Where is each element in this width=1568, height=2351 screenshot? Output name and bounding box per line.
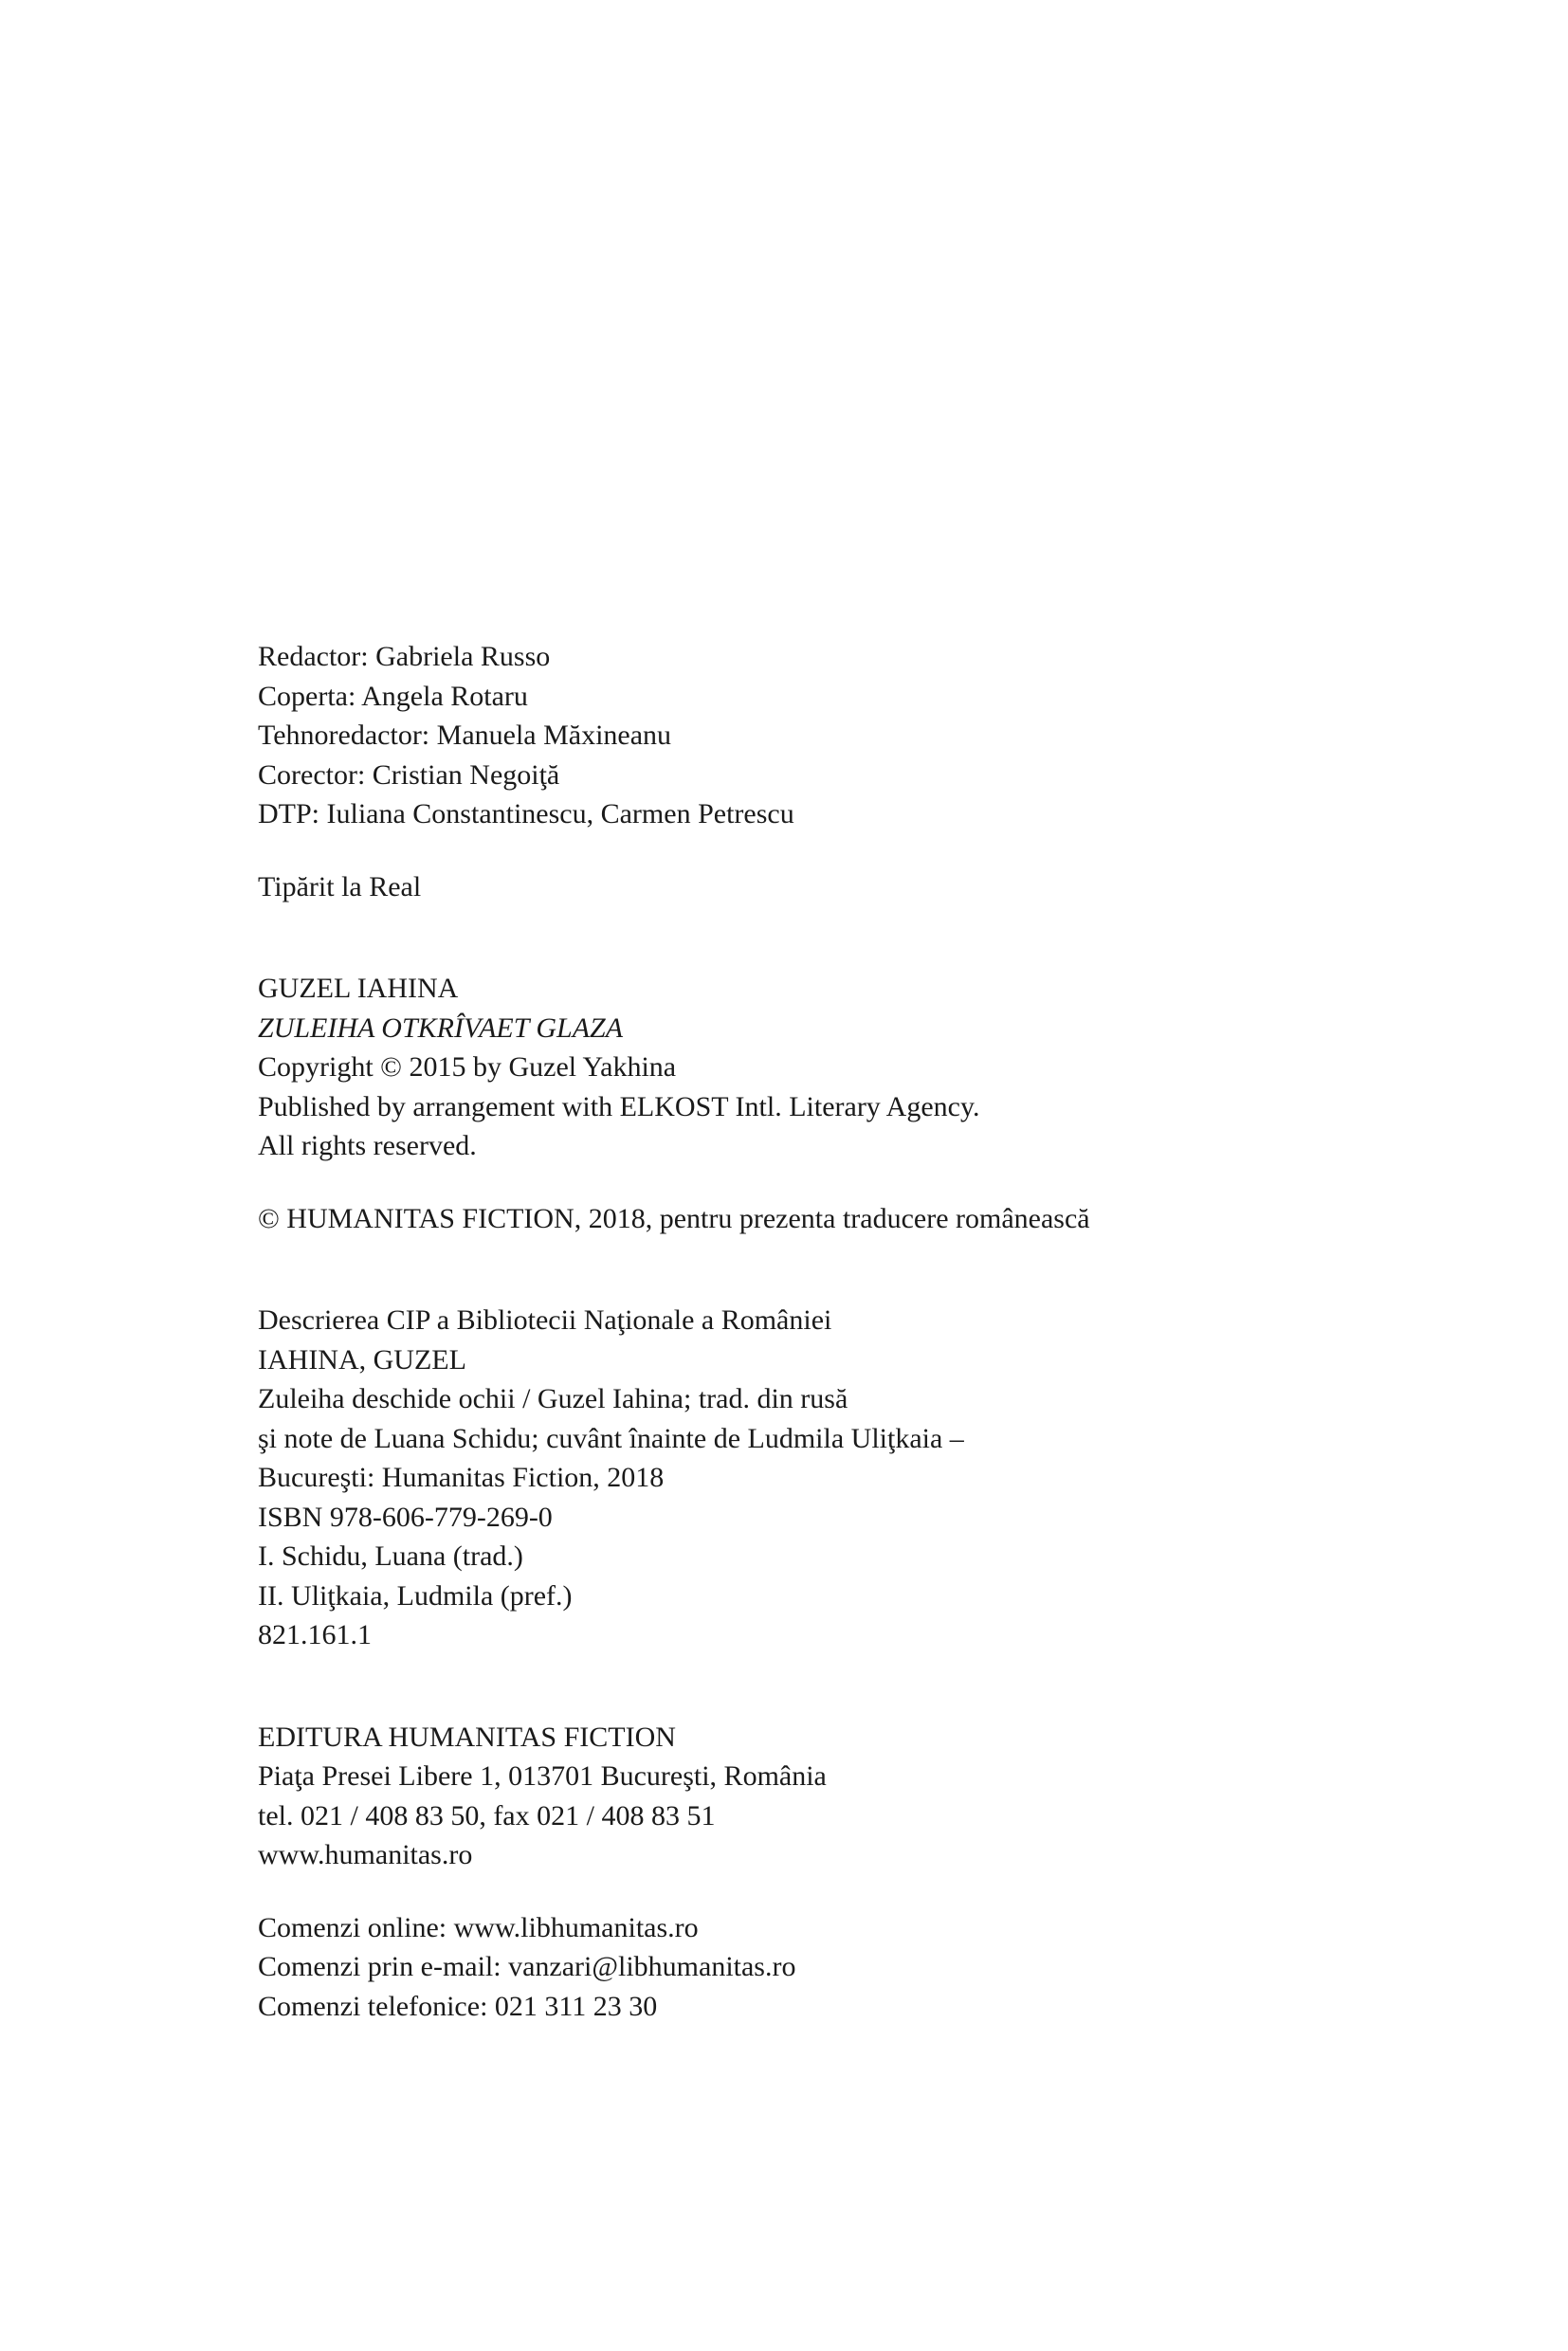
publisher-phone: tel. 021 / 408 83 50, fax 021 / 408 83 51 (258, 1799, 716, 1832)
cip-translator: I. Schidu, Luana (trad.) (258, 1540, 523, 1572)
original-edition-block (258, 969, 1395, 1166)
credit-cover: Coperta: Angela Rotaru (258, 680, 528, 712)
publisher-block (258, 1718, 1395, 1875)
cip-heading: Descrierea CIP a Bibliotecii Naţionale a României (258, 1304, 832, 1336)
orders-block (258, 1908, 1395, 2027)
credit-typesetter: Tehnoredactor: Manuela Măxineanu (258, 720, 672, 751)
cip-preface: II. Uliţkaia, Ludmila (pref.) (258, 1579, 573, 1612)
cip-author: IAHINA, GUZEL (258, 1343, 466, 1376)
spacer (258, 834, 1395, 867)
spacer (258, 906, 1395, 969)
original-title: ZULEIHA OTKRÎVAET GLAZA (258, 1011, 624, 1044)
cip-classification: 821.161.1 (258, 1619, 372, 1650)
translation-copyright: © HUMANITAS FICTION, 2018, pentru prezenta traducere românească (258, 1202, 1090, 1234)
cip-imprint: Bucureşti: Humanitas Fiction, 2018 (258, 1462, 665, 1493)
spacer (258, 1655, 1395, 1718)
publisher-name: EDITURA HUMANITAS FICTION (258, 1721, 676, 1753)
spacer (258, 1875, 1395, 1908)
orders-online: Comenzi online: www.libhumanitas.ro (258, 1911, 699, 1943)
credit-editor: Redactor: Gabriela Russo (258, 641, 551, 672)
cip-isbn: ISBN 978-606-779-269-0 (258, 1501, 553, 1533)
publisher-address: Piaţa Presei Libere 1, 013701 Bucureşti, România (258, 1760, 827, 1792)
printing-block (258, 867, 1395, 907)
credits-block (258, 637, 1395, 834)
printing-line: Tipărit la Real (258, 870, 422, 902)
colophon (258, 637, 1395, 2026)
credit-proofreader: Corector: Cristian Negoiţă (258, 758, 560, 791)
arrangement-line: Published by arrangement with ELKOST Intl. Literary Agency. (258, 1090, 980, 1122)
original-copyright: Copyright © 2015 by Guzel Yakhina (258, 1051, 677, 1083)
translation-copyright-block (258, 1199, 1395, 1239)
original-author: GUZEL IAHINA (258, 973, 459, 1004)
cip-title: Zuleiha deschide ochii / Guzel Iahina; trad. din rusă (258, 1383, 848, 1414)
rights-line: All rights reserved. (258, 1130, 477, 1161)
credit-dtp: DTP: Iuliana Constantinescu, Carmen Petrescu (258, 798, 794, 829)
cip-block (258, 1301, 1395, 1655)
orders-phone: Comenzi telefonice: 021 311 23 30 (258, 1990, 658, 2022)
cip-notes: şi note de Luana Schidu; cuvânt înainte de Ludmila Uliţkaia – (258, 1422, 964, 1454)
spacer (258, 1238, 1395, 1301)
orders-email: Comenzi prin e-mail: vanzari@libhumanitas.ro (258, 1951, 796, 1982)
spacer (258, 1166, 1395, 1199)
publisher-website: www.humanitas.ro (258, 1839, 473, 1870)
